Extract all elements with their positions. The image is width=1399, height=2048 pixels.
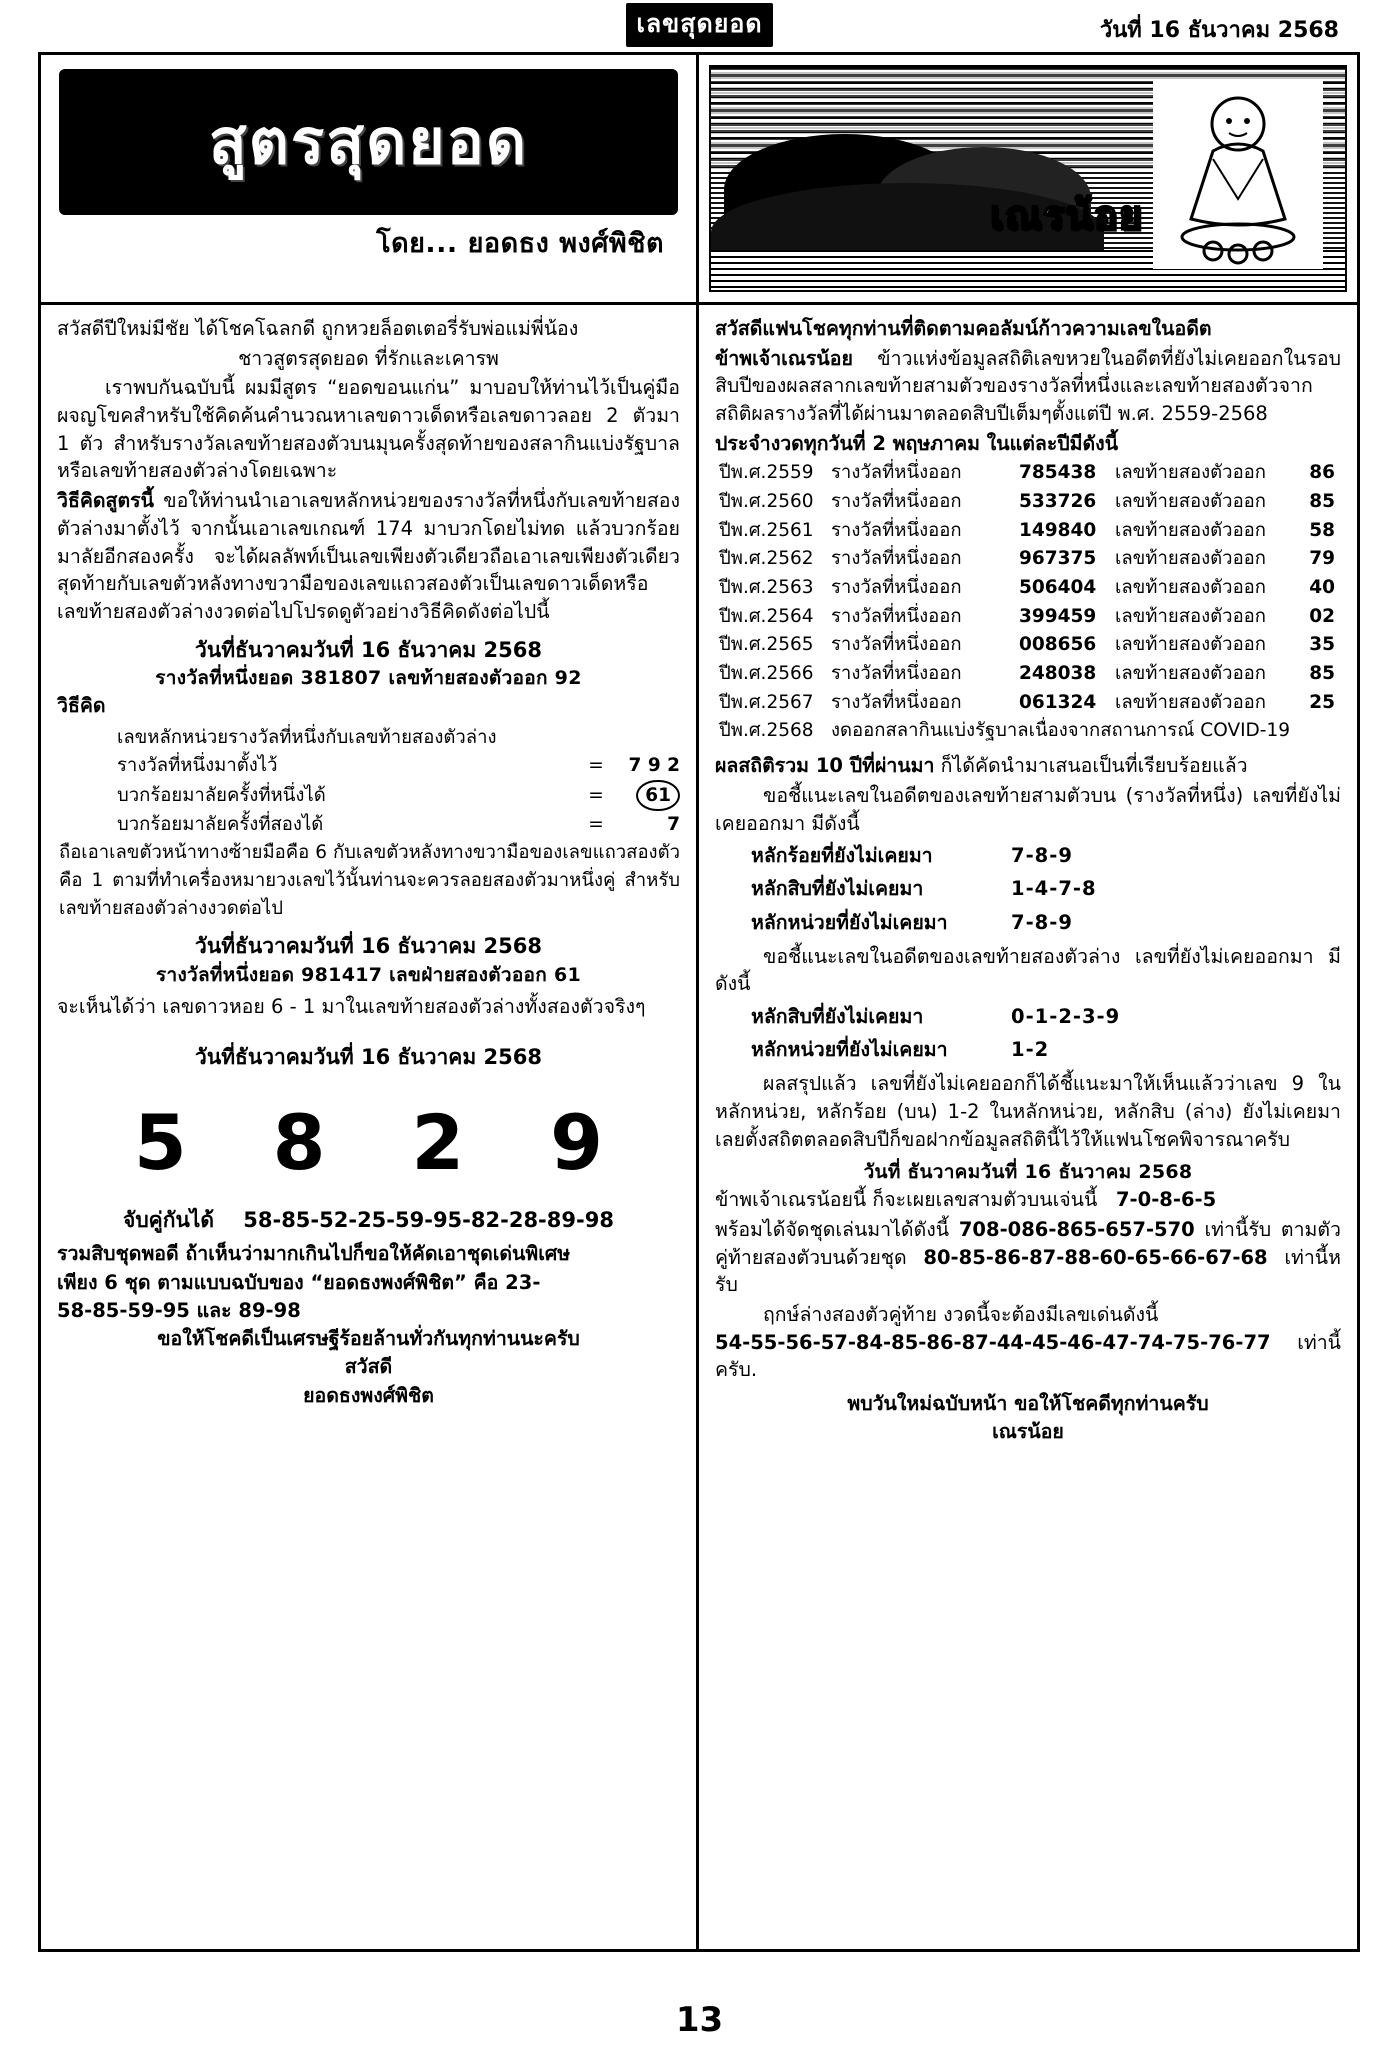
closing-line-1: รวมสิบชุดพอดี ถ้าเห็นว่ามากเกินไปก็ขอให้คัดเอาชุดเด่นพิเศษ bbox=[57, 1242, 571, 1266]
left-closing bbox=[57, 1240, 680, 1410]
left-para-1 bbox=[57, 374, 680, 485]
right-final-2-text: พร้อมได้จัดชุดเล่นมาได้ดังนี้ bbox=[715, 1218, 950, 1242]
closing-line-3: 58-85-59-95 และ 89-98 bbox=[57, 1298, 301, 1322]
right-final-date: วันที่ ธันวาคมวันที่ 16 ธันวาคม 2568 bbox=[863, 1161, 1193, 1184]
stat-prize-label: รางวัลที่หนึ่งออก bbox=[831, 663, 962, 685]
lucky-number: 8 bbox=[272, 1097, 326, 1187]
right-final-1-numbers: 7-0-8-6-5 bbox=[1115, 1188, 1217, 1212]
stat-two-digit-label: เลขท้ายสองตัวออก bbox=[1115, 577, 1266, 599]
stat-year: ปีพ.ศ.2561 bbox=[719, 519, 814, 541]
right-column bbox=[699, 55, 1357, 1949]
digit-row bbox=[751, 839, 1341, 872]
lucky-number: 5 bbox=[133, 1097, 187, 1187]
stat-year: ปีพ.ศ.2567 bbox=[719, 691, 814, 713]
example-2-date: วันที่ธันวาคมวันที่ 16 ธันวาคม 2568 bbox=[195, 934, 542, 959]
right-final-2-text-2: เท่านี้รับ ตามตัวคู่ท้ายสองตัวบนด้วยชุด bbox=[715, 1218, 1341, 1269]
digit-value: 1-2 bbox=[1011, 1038, 1050, 1062]
right-summary bbox=[715, 752, 1341, 780]
masthead-title: เลขสุดยอด bbox=[626, 3, 772, 47]
right-conclusion bbox=[715, 1070, 1341, 1153]
stat-year: ปีพ.ศ.2565 bbox=[719, 634, 814, 656]
stat-year: ปีพ.ศ.2564 bbox=[719, 605, 814, 627]
digit-row bbox=[751, 906, 1341, 939]
right-banner bbox=[699, 55, 1357, 305]
stat-two-digit-number: 25 bbox=[1309, 691, 1335, 713]
digit-value: 0-1-2-3-9 bbox=[1011, 1005, 1121, 1029]
calc-row-label: รางวัลที่หนึ่งมาตั้งไว้ bbox=[117, 754, 278, 776]
logo-title: สูตรสุดยอด bbox=[208, 105, 529, 178]
stat-two-digit-number: 35 bbox=[1309, 634, 1335, 656]
stat-prize-label: รางวัลที่หนึ่งออก bbox=[831, 605, 962, 627]
stat-prize-label: รางวัลที่หนึ่งออก bbox=[831, 634, 962, 656]
stat-two-digit-number: 86 bbox=[1309, 462, 1335, 484]
monk-illustration bbox=[1153, 79, 1323, 269]
stat-year: ปีพ.ศ.2562 bbox=[719, 548, 814, 570]
example-2-note: จะเห็นได้ว่า เลขดาวหอย 6 - 1 มาในเลขท้ายสองตัวล่างทั้งสองตัวจริงๆ bbox=[57, 995, 646, 1019]
digit-label: หลักสิบที่ยังไม่เคยมา bbox=[751, 1005, 924, 1029]
stat-two-digit-label: เลขท้ายสองตัวออก bbox=[1115, 548, 1266, 570]
stat-prize-number: 967375 bbox=[1019, 548, 1097, 570]
pair-label: จับคู่กันได้ bbox=[123, 1208, 214, 1233]
calc-row-value: 7 bbox=[667, 814, 680, 836]
stat-two-digit-label: เลขท้ายสองตัวออก bbox=[1115, 519, 1266, 541]
right-final-1-text: ข้าพเจ้าเณรน้อยนี้ ก็จะเผยเลขสามตัวบนเจ่นนี้ bbox=[715, 1188, 1098, 1212]
stat-prize-label: รางวัลที่หนึ่งออก bbox=[831, 548, 962, 570]
left-article bbox=[41, 305, 696, 1418]
stat-two-digit-number: 40 bbox=[1309, 577, 1335, 599]
table-row bbox=[719, 660, 1341, 689]
digit-value: 7-8-9 bbox=[1011, 844, 1073, 868]
stat-year: ปีพ.ศ.2560 bbox=[719, 491, 814, 513]
digit-label: หลักหน่วยที่ยังไม่เคยมา bbox=[751, 1038, 948, 1062]
right-suggest-1 bbox=[715, 782, 1341, 837]
stats-table bbox=[719, 459, 1341, 746]
period-line: ประจำงวดทุกวันที่ 2 พฤษภาคม ในแต่ละปีมีดังนี้ bbox=[715, 431, 1119, 455]
example-2-line: รางวัลที่หนึ่งยอด 981417 เลขฝ่ายสองตัวออก 61 bbox=[155, 964, 582, 987]
method-label: วิธีคิด bbox=[57, 694, 106, 718]
stat-year: ปีพ.ศ.2566 bbox=[719, 663, 814, 685]
landscape-illustration bbox=[709, 65, 1347, 292]
pair-values: 58-85-52-25-59-95-82-28-89-98 bbox=[243, 1208, 614, 1233]
stat-prize-number: 785438 bbox=[1019, 462, 1097, 484]
stat-prize-number: 399459 bbox=[1019, 605, 1097, 627]
logo-box bbox=[59, 69, 678, 215]
calc-row bbox=[117, 752, 680, 780]
stat-two-digit-number: 85 bbox=[1309, 663, 1335, 685]
example-1-date: วันที่ธันวาคมวันที่ 16 ธันวาคม 2568 bbox=[195, 637, 542, 662]
stat-two-digit-label: เลขท้ายสองตัวออก bbox=[1115, 605, 1266, 627]
stat-prize-label: รางวัลที่หนึ่งออก bbox=[831, 462, 962, 484]
right-summary-text: ก็ได้คัดนำมาเสนอเป็นที่เรียบร้อยแล้ว bbox=[934, 754, 1248, 778]
stat-prize-label: รางวัลที่หนึ่งออก bbox=[831, 691, 962, 713]
right-final-2-pairs: 80-85-86-87-88-60-65-66-67-68 bbox=[923, 1245, 1268, 1269]
stat-prize-number: 533726 bbox=[1019, 491, 1097, 513]
logo-subtitle: โดย... ยอดธง พงศ์พิชิต bbox=[376, 228, 664, 259]
right-summary-bold: ผลสถิติรวม 10 ปีที่ผ่านมา bbox=[715, 754, 935, 778]
digit-value: 7-8-9 bbox=[1011, 910, 1073, 934]
result-date: วันที่ธันวาคมวันที่ 16 ธันวาคม 2568 bbox=[195, 1044, 542, 1069]
stat-two-digit-label: เลขท้ายสองตัวออก bbox=[1115, 491, 1266, 513]
pair-line bbox=[57, 1206, 680, 1236]
table-row bbox=[719, 631, 1341, 660]
stat-two-digit-number: 02 bbox=[1309, 605, 1335, 627]
calc-row bbox=[117, 811, 680, 839]
right-para-1-bold: ข้าพเจ้าเณรน้อย bbox=[715, 346, 853, 370]
issue-date: วันที่ 16 ธันวาคม 2568 bbox=[1099, 18, 1339, 43]
calculation-block bbox=[59, 724, 680, 922]
stat-two-digit-label: เลขท้ายสองตัวออก bbox=[1115, 462, 1266, 484]
digit-label: หลักหน่วยที่ยังไม่เคยมา bbox=[751, 910, 948, 934]
digit-row bbox=[751, 1033, 1341, 1066]
stat-two-digit-number: 58 bbox=[1309, 519, 1335, 541]
closing-line-4: ขอให้โชคดีเป็นเศรษฐีร้อยล้านทั่วกันทุกท่านนะครับ bbox=[157, 1327, 580, 1351]
page-number: 13 bbox=[675, 2000, 724, 2040]
right-para-1 bbox=[715, 345, 1341, 428]
stat-prize-label: รางวัลที่หนึ่งออก bbox=[831, 519, 962, 541]
digit-label: หลักสิบที่ยังไม่เคยมา bbox=[751, 877, 924, 901]
stat-prize-label: รางวัลที่หนึ่งออก bbox=[831, 491, 962, 513]
right-final-1 bbox=[715, 1186, 1341, 1214]
signoff-line-1: พบวันใหม่ฉบับหน้า ขอให้โชคดีทุกท่านครับ bbox=[847, 1392, 1209, 1416]
left-banner bbox=[41, 55, 696, 305]
closing-line-6: ยอดธงพงศ์พิชิต bbox=[303, 1383, 434, 1407]
lucky-numbers bbox=[91, 1089, 646, 1197]
calc-row-equals: = bbox=[588, 814, 604, 836]
left-para-2-text: ขอให้ท่านนำเอาเลขหลักหน่วยของรางวัลที่หนึ่งกับเลขท้ายสองตัวล่างมาตั้งไว้ จากนั้นเอาเลขเกณฑ์ 174 มาบวกโดยไม่ทด แล้วบวกร้อยมาลัยอีกสองครั้ง จะได้ผลลัพท์เป็นเลขเพียงตัวเดียวถือเอาเลขเพียงตัวเดียวสุดท้ายกับเลขตัวหลังทางขวามือของเลขแถวสองตัวเป็นเลขดาวเด็ดหรือเลขท้ายสองตัวล่างงวดต่อไปโปรดดูตัวอย่างวิธีคิดดังต่อไปนี้ bbox=[57, 489, 680, 623]
table-row-note bbox=[719, 717, 1341, 746]
stat-note-text: งดออกสลากินแบ่งรัฐบาลเนื่องจากสถานการณ์ COVID-19 bbox=[831, 720, 1291, 742]
calc-row-equals: = bbox=[588, 784, 604, 806]
right-conclusion-text: ผลสรุปแล้ว เลขที่ยังไม่เคยออกก็ได้ชี้แนะมาให้เห็นแล้วว่าเลข 9 ในหลักหน่วย, หลักร้อย (บน) 1-2 ในหลักหน่วย, หลักสิบ (ล่าง) ยังไม่เคยมาเลยตั้งสถิตตลอดสิบปีก็ขอฝากข้อมูลสถิตินี้ไว้ให้แฟนโชคพิจารณาครับ bbox=[715, 1072, 1341, 1151]
digit-label: หลักร้อยที่ยังไม่เคยมา bbox=[751, 844, 933, 868]
stat-two-digit-label: เลขท้ายสองตัวออก bbox=[1115, 691, 1266, 713]
right-final-2 bbox=[715, 1216, 1341, 1299]
left-para-1-text: เราพบกันฉบับนี้ ผมมีสูตร “ยอดขอนแก่น” มาบอบให้ท่านไว้เป็นคู่มือผจญโขคสำหรับใช้คิดค้นคำนวณหาเลขดาวเด็ดหรือเลขดาวลอย 2 ตัวมา 1 ตัว สำหรับรางวัลเลขท้ายสองตัวบนมุนครั้งสุดท้ายของสลากินแบ่งรัฐบาลหรือเลขท้ายสองตัวล่างโดยเฉพาะ bbox=[57, 376, 680, 483]
right-greeting: สวัสดีแฟนโชคทุกท่านที่ติดตามคอลัมน์ก้าวความเลขในอดีต bbox=[715, 317, 1212, 340]
left-para-2-bold: วิธีคิดสูตรนี้ bbox=[57, 489, 154, 513]
right-para-1-text: ข้าวแห่งข้อมูลสถิติเลขหวยในอดีตที่ยังไม่เคยออกในรอบสิบปีของผลสลากเลขท้ายสามตัวของรางวัลที่หนึ่งและเลขท้ายสองตัวจากสถิติผลรางวัลที่ได้ผ่านมาตลอดสิบปีเต็มๆตั้งแต่ปี พ.ศ. 2559-2568 bbox=[715, 346, 1341, 426]
stat-prize-number: 248038 bbox=[1019, 663, 1097, 685]
left-intro-1: สวัสดีปีใหม่มีชัย ได้โชคโฉลกดี ถูกหวยล็อตเตอรี่รับพ่อแม่พี่น้อง bbox=[57, 317, 579, 340]
right-final-2-sets: 708-086-865-657-570 bbox=[958, 1218, 1195, 1242]
right-suggest-2 bbox=[715, 943, 1341, 998]
lucky-number: 9 bbox=[550, 1097, 604, 1187]
calc-row bbox=[117, 780, 680, 812]
right-banner-title: เณรน้อย bbox=[989, 192, 1144, 239]
digit-value: 1-4-7-8 bbox=[1011, 877, 1097, 901]
right-final-3-pairs: 54-55-56-57-84-85-86-87-44-45-46-47-74-75-76-77 bbox=[715, 1330, 1271, 1354]
stat-prize-number: 149840 bbox=[1019, 519, 1097, 541]
example-1-line: รางวัลที่หนึ่งยอด 381807 เลขท้ายสองตัวออก 92 bbox=[155, 667, 582, 690]
lucky-number: 2 bbox=[411, 1097, 465, 1187]
calc-header: เลขหลักหน่วยรางวัลที่หนึ่งกับเลขท้ายสองตัวล่าง bbox=[117, 727, 497, 749]
table-row bbox=[719, 689, 1341, 718]
signoff-line-2: เณรน้อย bbox=[992, 1420, 1064, 1444]
digit-row bbox=[751, 872, 1341, 905]
right-final-3 bbox=[715, 1301, 1341, 1384]
right-suggest-1-text: ขอชี้แนะเลขในอดีตของเลขท้ายสามตัวบน (รางวัลที่หนึ่ง) เลขที่ยังไม่เคยออกมา มีดังนี้ bbox=[715, 783, 1341, 835]
right-final-2-text-3: เท่านี้หรับ bbox=[715, 1245, 1341, 1297]
page-header bbox=[0, 0, 1399, 50]
stat-prize-number: 061324 bbox=[1019, 691, 1097, 713]
calc-row-label: บวกร้อยมาลัยครั้งที่หนึ่งได้ bbox=[117, 784, 326, 806]
stat-prize-number: 008656 bbox=[1019, 634, 1097, 656]
calc-row-value: 61 bbox=[610, 780, 680, 812]
table-row bbox=[719, 459, 1341, 488]
stat-prize-label: รางวัลที่หนึ่งออก bbox=[831, 577, 962, 599]
left-column bbox=[41, 55, 699, 1949]
calc-row-label: บวกร้อยมาลัยครั้งที่สองได้ bbox=[117, 814, 324, 836]
table-row bbox=[719, 574, 1341, 603]
table-row bbox=[719, 488, 1341, 517]
table-row bbox=[719, 603, 1341, 632]
stat-prize-number: 506404 bbox=[1019, 577, 1097, 599]
content-frame bbox=[38, 52, 1360, 1952]
closing-line-2: เพียง 6 ชุด ตามแบบฉบับของ “ยอดธงพงศ์พิชิต” คือ 23- bbox=[57, 1270, 541, 1294]
stat-year: ปีพ.ศ.2563 bbox=[719, 577, 814, 599]
calc-row-equals: = bbox=[588, 754, 604, 776]
right-article bbox=[699, 305, 1357, 1455]
stat-two-digit-label: เลขท้ายสองตัวออก bbox=[1115, 663, 1266, 685]
right-suggest-2-text: ขอชี้แนะเลขในอดีตของเลขท้ายสองตัวล่าง เลขที่ยังไม่เคยออกมา มีดังนี้ bbox=[715, 944, 1341, 996]
stat-year: ปีพ.ศ.2559 bbox=[719, 462, 814, 484]
right-final-3-text: ฤกษ์ล่างสองตัวคู่ท้าย งวดนี้จะต้องมีเลขเด่นดังนี้ bbox=[763, 1303, 1159, 1327]
closing-line-5: สวัสดี bbox=[344, 1355, 393, 1379]
digit-row bbox=[751, 1000, 1341, 1033]
stat-two-digit-number: 85 bbox=[1309, 491, 1335, 513]
left-intro-2: ชาวสูตรสุดยอด ที่รักและเคารพ bbox=[238, 346, 499, 370]
stat-two-digit-label: เลขท้ายสองตัวออก bbox=[1115, 634, 1266, 656]
table-row bbox=[719, 517, 1341, 546]
calc-note: ถือเอาเลขตัวหน้าทางซ้ายมือคือ 6 กับเลขตัวหลังทางขวามือของเลขแถวสองตัวคือ 1 ตามที่ทำเครื่องหมายวงเลขไว้นั้นท่านจะควรลอยสองตัวมาหนึ่งคู่ สำหรับเลขท้ายสองตัวล่างงวดต่อไป bbox=[59, 842, 680, 919]
table-row bbox=[719, 545, 1341, 574]
right-signoff bbox=[715, 1390, 1341, 1447]
right-final-3-text-2: เท่านี้ครับ. bbox=[715, 1330, 1341, 1382]
calc-row-value: 7 9 2 bbox=[628, 754, 680, 776]
left-para-2 bbox=[57, 487, 680, 625]
stat-year: ปีพ.ศ.2568 bbox=[719, 720, 814, 742]
stat-two-digit-number: 79 bbox=[1309, 548, 1335, 570]
